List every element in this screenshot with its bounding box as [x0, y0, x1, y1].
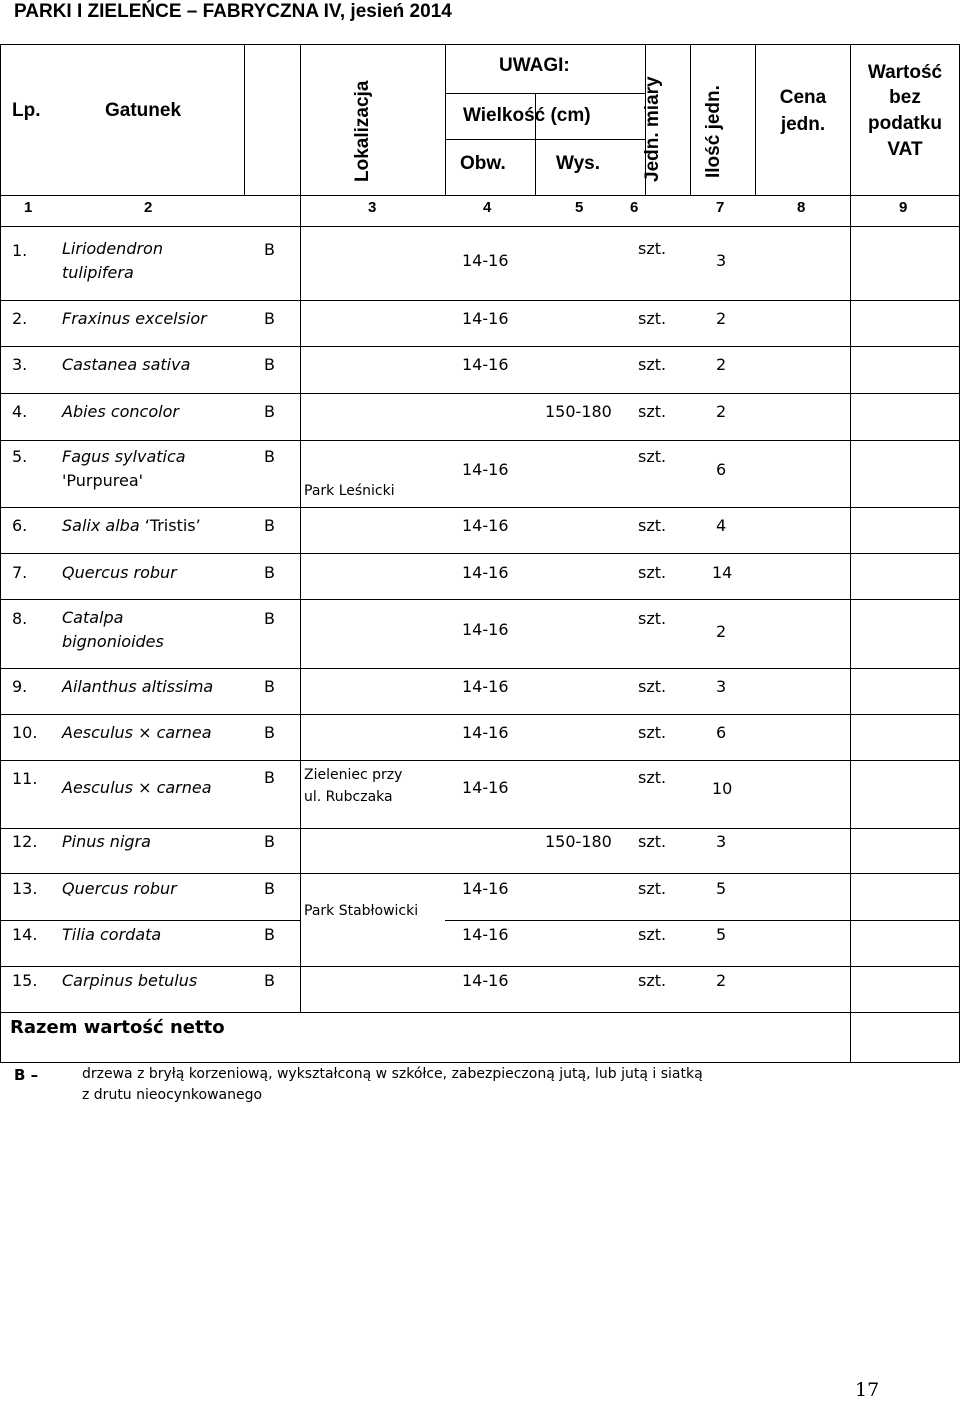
type-code: B: [264, 355, 275, 374]
row-lp: 4.: [12, 402, 28, 421]
location-label: ul. Rubczaka: [304, 789, 393, 805]
quantity: 2: [716, 355, 727, 374]
row-lp: 10.: [12, 723, 38, 742]
circumference: 14-16: [462, 723, 509, 742]
unit: szt.: [638, 768, 667, 787]
type-code: B: [264, 723, 275, 742]
rule: [690, 44, 691, 196]
species-name: Tilia cordata: [62, 925, 162, 944]
quantity: 2: [716, 402, 727, 421]
unit: szt.: [638, 516, 667, 535]
row-lp: 2.: [12, 309, 28, 328]
row-lp: 6.: [12, 516, 28, 535]
circumference: 14-16: [462, 516, 509, 535]
header-cena-line1: Cena: [779, 87, 827, 108]
unit: szt.: [638, 677, 667, 696]
type-code: B: [264, 677, 275, 696]
quantity: 3: [716, 832, 727, 851]
type-code: B: [264, 971, 275, 990]
rule: [0, 195, 960, 196]
type-code: B: [264, 563, 275, 582]
circumference: 14-16: [462, 251, 509, 270]
row-lp: 5.: [12, 447, 28, 466]
rule: [445, 920, 960, 921]
column-number: 5: [575, 199, 584, 216]
species-name: [62, 516, 201, 535]
row-lp: 12.: [12, 832, 38, 851]
unit: szt.: [638, 925, 667, 944]
rule: [0, 668, 960, 669]
circumference: 14-16: [462, 620, 509, 639]
rule: [0, 873, 960, 874]
height: 150-180: [545, 832, 612, 851]
circumference: 14-16: [462, 563, 509, 582]
circumference: 14-16: [462, 677, 509, 696]
rule: [850, 44, 851, 1063]
total-label: Razem wartość netto: [10, 1017, 225, 1038]
location-label: Park Leśnicki: [304, 483, 395, 499]
rule: [0, 760, 960, 761]
type-code: B: [264, 240, 275, 259]
type-code: B: [264, 832, 275, 851]
header-wys: Wys.: [556, 153, 601, 174]
unit: szt.: [638, 447, 667, 466]
location-label: Zieleniec przy: [304, 767, 403, 783]
column-number: 9: [899, 199, 908, 216]
rule: [445, 139, 645, 140]
unit: szt.: [638, 971, 667, 990]
circumference: 14-16: [462, 925, 509, 944]
row-lp: 13.: [12, 879, 38, 898]
row-lp: 1.: [12, 241, 28, 260]
header-ilosc-jedn: Ilość jedn.: [703, 85, 724, 178]
species-name: Ailanthus altissima: [62, 677, 214, 696]
quantity: 10: [712, 779, 733, 798]
unit: szt.: [638, 832, 667, 851]
species-name: Fagus sylvatica: [62, 447, 186, 466]
page-number: 17: [855, 1379, 880, 1401]
cultivar-name: ‘Tristis’: [139, 516, 201, 535]
unit: szt.: [638, 879, 667, 898]
rule: [0, 553, 960, 554]
circumference: 14-16: [462, 971, 509, 990]
row-lp: 8.: [12, 609, 28, 628]
rule: [0, 346, 960, 347]
quantity: 6: [716, 723, 727, 742]
species-name: Fraxinus excelsior: [62, 309, 207, 328]
rule: [0, 44, 1, 1063]
rule: [445, 93, 645, 94]
unit: szt.: [638, 402, 667, 421]
quantity: 5: [716, 925, 727, 944]
species-name: Catalpa: [62, 608, 124, 627]
unit: szt.: [638, 563, 667, 582]
header-obw: Obw.: [460, 153, 506, 174]
quantity: 3: [716, 251, 727, 270]
type-code: B: [264, 925, 275, 944]
quantity: 2: [716, 622, 727, 641]
quantity: 14: [712, 563, 733, 582]
column-number: 7: [716, 199, 725, 216]
row-lp: 14.: [12, 925, 38, 944]
species-name: Aesculus × carnea: [62, 778, 212, 797]
footnote-symbol: B –: [14, 1066, 39, 1084]
species-name: bignonioides: [62, 632, 164, 651]
unit: szt.: [638, 355, 667, 374]
row-lp: 7.: [12, 563, 28, 582]
quantity: 2: [716, 309, 727, 328]
header-wartosc-line4: VAT: [887, 139, 923, 160]
document-title: PARKI I ZIELEŃCE – FABRYCZNA IV, jesień 2014: [14, 1, 452, 22]
column-number: 2: [144, 199, 153, 216]
species-name: Liriodendron: [62, 239, 163, 258]
species-name: Abies concolor: [62, 402, 179, 421]
type-code: B: [264, 447, 275, 466]
column-number: 3: [368, 199, 377, 216]
unit: szt.: [638, 609, 667, 628]
column-number: 8: [797, 199, 806, 216]
circumference: 14-16: [462, 778, 509, 797]
header-lp: Lp.: [12, 100, 41, 121]
species-name: Quercus robur: [62, 563, 177, 582]
circumference: 14-16: [462, 460, 509, 479]
column-number: 4: [483, 199, 492, 216]
species-name: Carpinus betulus: [62, 971, 198, 990]
rule: [0, 507, 960, 508]
header-uwagi: UWAGI:: [499, 55, 570, 76]
species-name: Quercus robur: [62, 879, 177, 898]
circumference: 14-16: [462, 879, 509, 898]
circumference: 14-16: [462, 355, 509, 374]
height: 150-180: [545, 402, 612, 421]
column-number: 6: [630, 199, 639, 216]
unit: szt.: [638, 239, 667, 258]
type-code: B: [264, 309, 275, 328]
footnote-text: drzewa z bryłą korzeniową, wykształconą w szkółce, zabezpieczoną jutą, lub jutą i siatką: [82, 1066, 703, 1082]
rule: [0, 300, 960, 301]
type-code: B: [264, 768, 275, 787]
row-lp: 11.: [12, 769, 38, 788]
header-jedn-miary: Jedn. miary: [642, 76, 663, 182]
species-name: tulipifera: [62, 263, 134, 282]
footnote-text: z drutu nieocynkowanego: [82, 1087, 263, 1103]
species-name: Castanea sativa: [62, 355, 191, 374]
quantity: 6: [716, 460, 727, 479]
rule: [300, 44, 301, 1013]
quantity: 2: [716, 971, 727, 990]
rule: [0, 226, 960, 227]
rule: [445, 44, 446, 196]
unit: szt.: [638, 723, 667, 742]
header-wartosc-line1: Wartość: [867, 62, 943, 83]
column-number: 1: [24, 199, 33, 216]
header-gatunek: Gatunek: [105, 100, 182, 121]
type-code: B: [264, 516, 275, 535]
quantity: 5: [716, 879, 727, 898]
rule: [0, 1012, 960, 1013]
header-wielkosc: Wielkość (cm): [463, 105, 591, 126]
cultivar-name: 'Purpurea': [62, 471, 144, 490]
row-lp: 15.: [12, 971, 38, 990]
species-name-italic: Salix alba: [62, 516, 140, 535]
type-code: B: [264, 609, 275, 628]
species-name: Pinus nigra: [62, 832, 151, 851]
quantity: 4: [716, 516, 727, 535]
unit: szt.: [638, 309, 667, 328]
rule: [0, 44, 960, 45]
row-lp: 9.: [12, 677, 28, 696]
rule: [0, 1062, 960, 1063]
header-cena-line2: jedn.: [780, 114, 826, 135]
species-name: Aesculus × carnea: [62, 723, 212, 742]
type-code: B: [264, 402, 275, 421]
row-lp: 3.: [12, 355, 28, 374]
quantity: 3: [716, 677, 727, 696]
rule: [244, 44, 245, 196]
header-wartosc-line3: podatku: [868, 113, 942, 134]
header-lokalizacja: Lokalizacja: [352, 80, 373, 182]
rule: [0, 714, 960, 715]
rule: [0, 440, 960, 441]
rule: [0, 599, 960, 600]
type-code: B: [264, 879, 275, 898]
rule: [0, 920, 300, 921]
rule: [0, 828, 960, 829]
rule: [0, 393, 960, 394]
circumference: 14-16: [462, 309, 509, 328]
rule: [755, 44, 756, 196]
header-wartosc-line2: bez: [889, 87, 921, 108]
rule: [0, 966, 960, 967]
location-label: Park Stabłowicki: [304, 903, 419, 919]
